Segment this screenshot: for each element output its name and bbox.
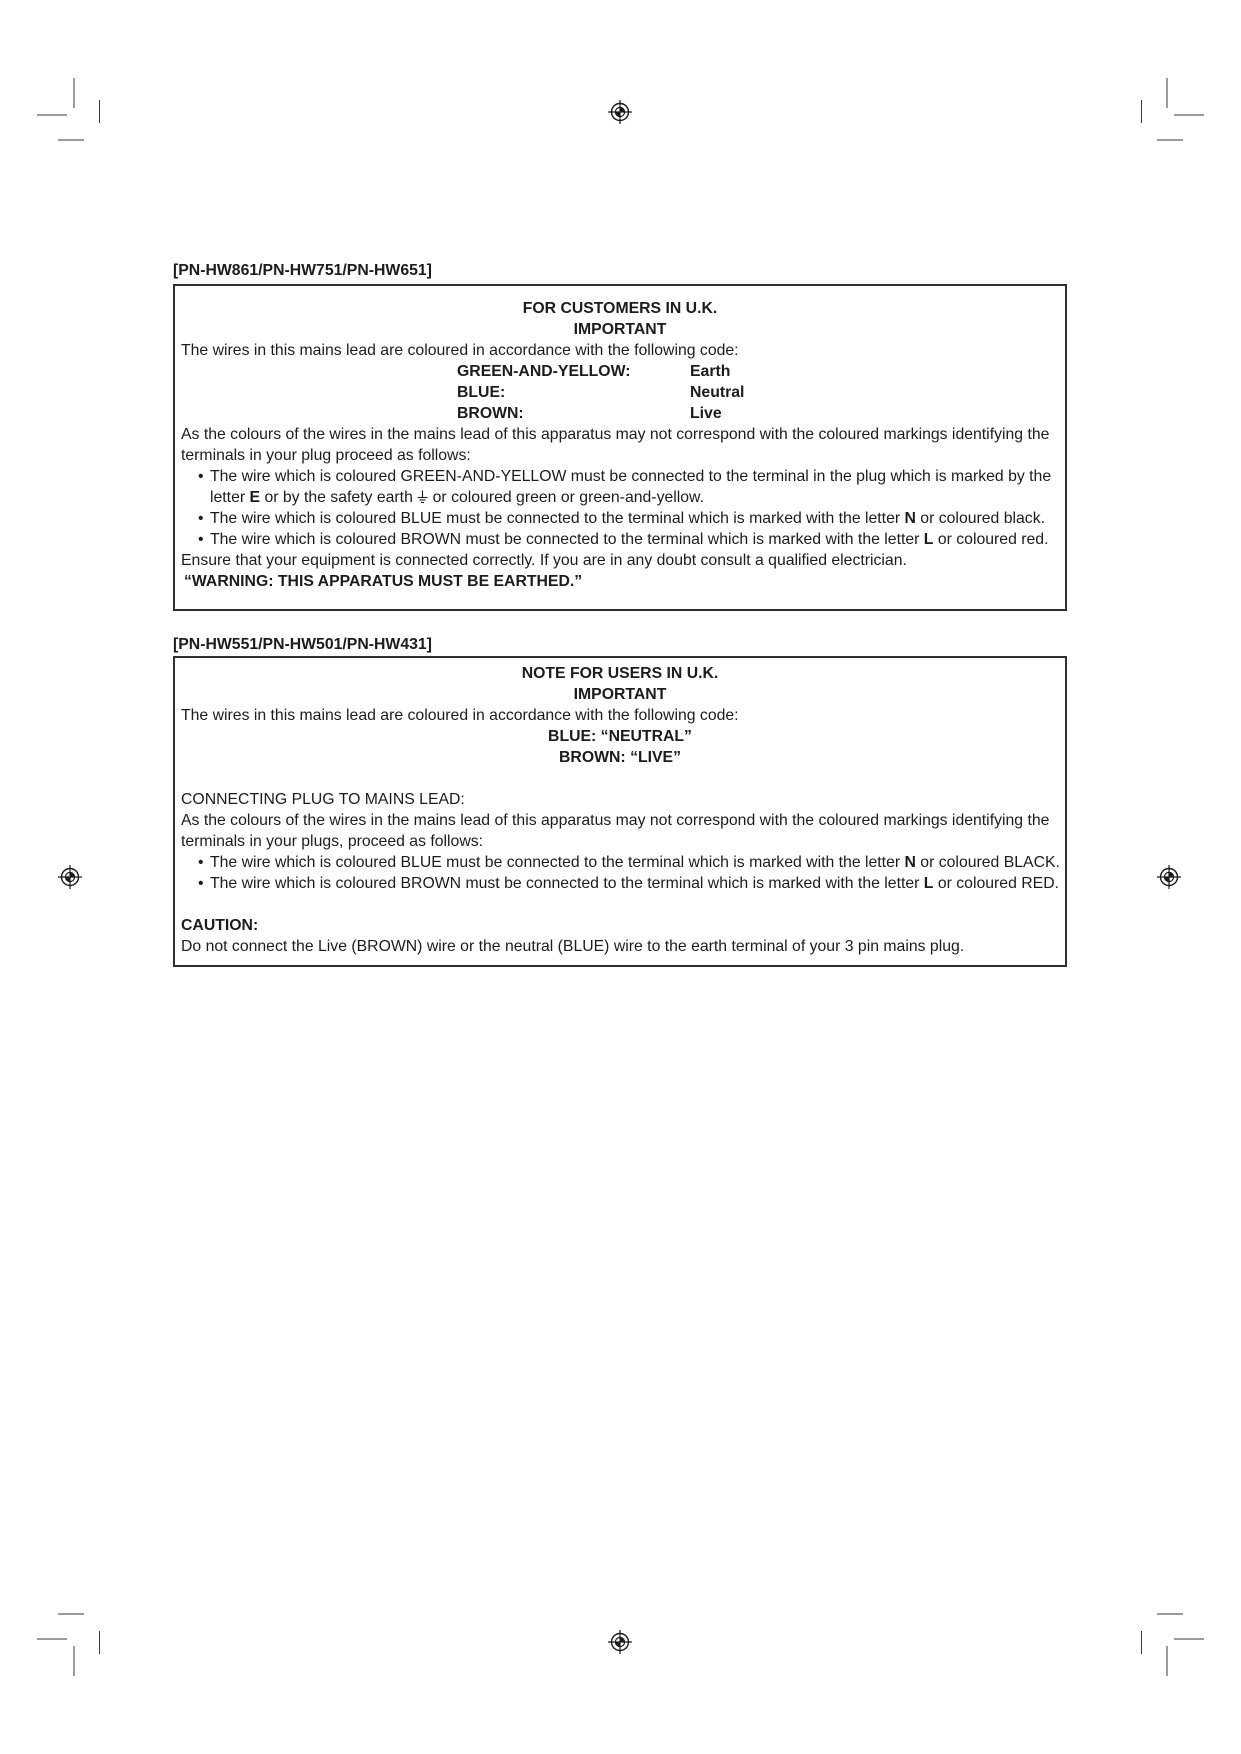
paragraph-line: terminals in your plug proceed as follows:: [181, 447, 471, 464]
list-item-text: letter: [210, 489, 250, 506]
list-item-text: The wire which is coloured BROWN must be connected to the terminal which is marked with the letter: [210, 875, 924, 892]
connecting-heading: CONNECTING PLUG TO MAINS LEAD:: [181, 791, 465, 808]
blank-line: [181, 894, 1059, 915]
earth-ground-icon: [417, 490, 428, 504]
list-item: [181, 873, 1059, 894]
wire-meaning: Neutral: [690, 384, 745, 401]
list-item-text: The wire which is coloured BROWN must be connected to the terminal which is marked with the letter: [210, 531, 924, 548]
wire-meaning: Live: [690, 405, 722, 422]
wire-code-row: [181, 382, 1059, 403]
list-item: [181, 466, 1059, 487]
list-item-continuation: [181, 487, 1059, 508]
bullet-glyph: •: [198, 875, 204, 892]
list-item-text: or coloured red.: [933, 531, 1049, 548]
list-item-text: or coloured RED.: [933, 875, 1060, 892]
wire-code-row: [181, 403, 1059, 424]
notice-title: FOR CUSTOMERS IN U.K.: [522, 300, 718, 317]
paragraph-line: As the colours of the wires in the mains lead of this apparatus may not correspond with the coloured markings identifying the: [181, 426, 1050, 443]
models-b-notice-box: [173, 656, 1067, 967]
caution-text: Do not connect the Live (BROWN) wire or the neutral (BLUE) wire to the earth terminal of your 3 pin mains plug.: [181, 938, 965, 955]
notice-important: IMPORTANT: [573, 321, 667, 338]
list-item-text: The wire which is coloured BLUE must be connected to the terminal which is marked with the letter: [210, 510, 905, 527]
registration-mark-top: [608, 100, 632, 124]
list-item: [181, 852, 1059, 873]
list-item: [181, 529, 1059, 550]
ensure-note: Ensure that your equipment is connected correctly. If you are in any doubt consult a qualified electrician.: [181, 552, 907, 569]
wire-code-brown: BROWN: “LIVE”: [559, 749, 681, 766]
list-item: [181, 508, 1059, 529]
earthing-warning: “WARNING: THIS APPARATUS MUST BE EARTHED.”: [184, 573, 583, 590]
wire-code-row: [181, 361, 1059, 382]
notice-title: NOTE FOR USERS IN U.K.: [521, 665, 719, 682]
list-item-text: or coloured black.: [915, 510, 1045, 527]
registration-mark-bottom: [608, 1630, 632, 1654]
terminal-letter: L: [923, 875, 934, 892]
bullet-glyph: •: [198, 468, 204, 485]
terminal-letter: E: [249, 489, 261, 506]
paragraph-line: terminals in your plugs, proceed as follows:: [181, 833, 484, 850]
wire-code-intro: The wires in this mains lead are coloured in accordance with the following code:: [181, 707, 739, 724]
models-a-heading: [PN-HW861/PN-HW751/PN-HW651]: [173, 262, 432, 279]
notice-important: IMPORTANT: [573, 686, 667, 703]
caution-label: CAUTION:: [181, 917, 259, 934]
bullet-glyph: •: [198, 854, 204, 871]
models-b-heading: [PN-HW551/PN-HW501/PN-HW431]: [173, 636, 432, 653]
wire-meaning: Earth: [690, 363, 731, 380]
list-item-text: The wire which is coloured BLUE must be connected to the terminal which is marked with the letter: [210, 854, 905, 871]
terminal-letter: L: [923, 531, 934, 548]
paragraph-line: As the colours of the wires in the mains lead of this apparatus may not correspond with the coloured markings identifying the: [181, 812, 1050, 829]
registration-mark-right: [1157, 865, 1181, 889]
registration-mark-left: [58, 865, 82, 889]
list-item-text: The wire which is coloured GREEN-AND-YELLOW must be connected to the terminal in the plug which is marked by the: [210, 468, 1052, 485]
terminal-letter: N: [904, 510, 916, 527]
models-a-notice-box: [173, 284, 1067, 611]
terminal-letter: N: [904, 854, 916, 871]
list-item-text: or coloured green or green-and-yellow.: [428, 489, 704, 506]
wire-code-intro: The wires in this mains lead are coloured in accordance with the following code:: [181, 342, 739, 359]
bullet-glyph: •: [198, 510, 204, 527]
bullet-glyph: •: [198, 531, 204, 548]
list-item-text: or by the safety earth: [260, 489, 418, 506]
wire-colour: GREEN-AND-YELLOW:: [457, 363, 631, 380]
wire-colour: BLUE:: [457, 384, 506, 401]
wire-code-blue: BLUE: “NEUTRAL”: [548, 728, 692, 745]
list-item-text: or coloured BLACK.: [915, 854, 1060, 871]
blank-line: [181, 768, 1059, 789]
wire-colour: BROWN:: [457, 405, 524, 422]
